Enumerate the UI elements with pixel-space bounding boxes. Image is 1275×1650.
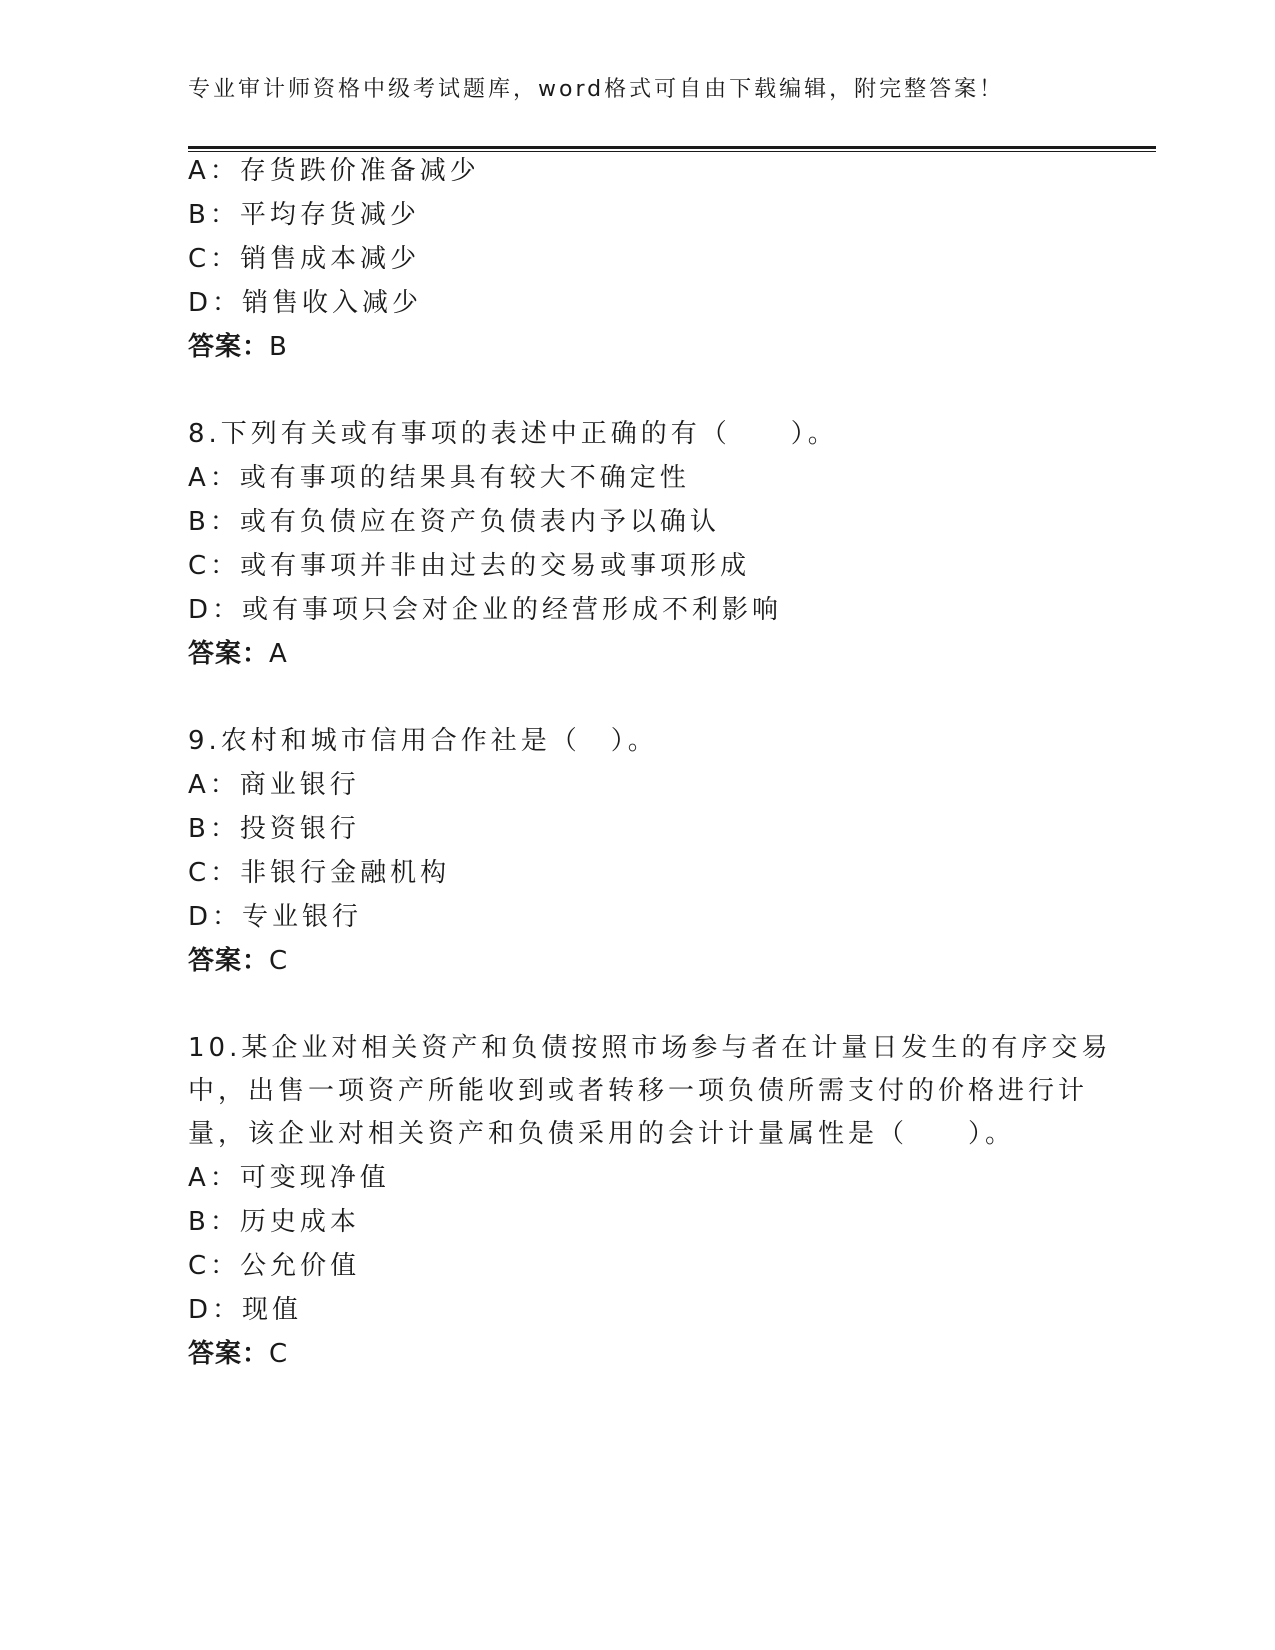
q7-option-b: B：平均存货减少 xyxy=(188,200,420,230)
q10-option-a: A：可变现净值 xyxy=(188,1163,390,1193)
q7-answer-label: 答案： xyxy=(188,332,270,362)
q9-option-d: D：专业银行 xyxy=(188,902,363,932)
q9-option-a: A：商业银行 xyxy=(188,770,360,800)
q7-answer-value: B xyxy=(269,332,288,362)
q8-answer xyxy=(188,636,288,672)
q10-option-d: D：现值 xyxy=(188,1295,303,1325)
header-divider xyxy=(188,146,1156,152)
q10-stem-line-3: 量，该企业对相关资产和负债采用的会计计量属性是（ ）。 xyxy=(188,1119,1016,1149)
q8-answer-value: A xyxy=(269,639,288,669)
q10-answer xyxy=(188,1336,288,1372)
q10-answer-label: 答案： xyxy=(188,1339,270,1369)
q7-answer xyxy=(188,329,288,365)
q9-stem: 9.农村和城市信用合作社是（ ）。 xyxy=(188,726,658,756)
q10-option-b: B：历史成本 xyxy=(188,1207,360,1237)
q10-stem-line-1: 10.某企业对相关资产和负债按照市场参与者在计量日发生的有序交易 xyxy=(188,1033,1112,1063)
q9-option-c: C：非银行金融机构 xyxy=(188,858,451,888)
q8-option-b: B：或有负债应在资产负债表内予以确认 xyxy=(188,507,720,537)
q9-answer xyxy=(188,943,288,979)
q9-option-b: B：投资银行 xyxy=(188,814,360,844)
q10-option-c: C：公允价值 xyxy=(188,1251,361,1281)
q8-option-d: D：或有事项只会对企业的经营形成不利影响 xyxy=(188,595,783,625)
q9-answer-label: 答案： xyxy=(188,946,270,976)
q7-option-c: C：销售成本减少 xyxy=(188,244,421,274)
q8-stem: 8.下列有关或有事项的表述中正确的有（ ）。 xyxy=(188,419,838,449)
page-header: 专业审计师资格中级考试题库，word格式可自由下载编辑，附完整答案！ xyxy=(188,77,1005,102)
q7-option-d: D：销售收入减少 xyxy=(188,288,423,318)
q10-stem-line-2: 中，出售一项资产所能收到或者转移一项负债所需支付的价格进行计 xyxy=(188,1076,1089,1106)
q8-answer-label: 答案： xyxy=(188,639,270,669)
q10-answer-value: C xyxy=(269,1339,289,1369)
q9-answer-value: C xyxy=(269,946,289,976)
q7-option-a: A：存货跌价准备减少 xyxy=(188,156,480,186)
q8-option-c: C：或有事项并非由过去的交易或事项形成 xyxy=(188,551,751,581)
q8-option-a: A：或有事项的结果具有较大不确定性 xyxy=(188,463,690,493)
